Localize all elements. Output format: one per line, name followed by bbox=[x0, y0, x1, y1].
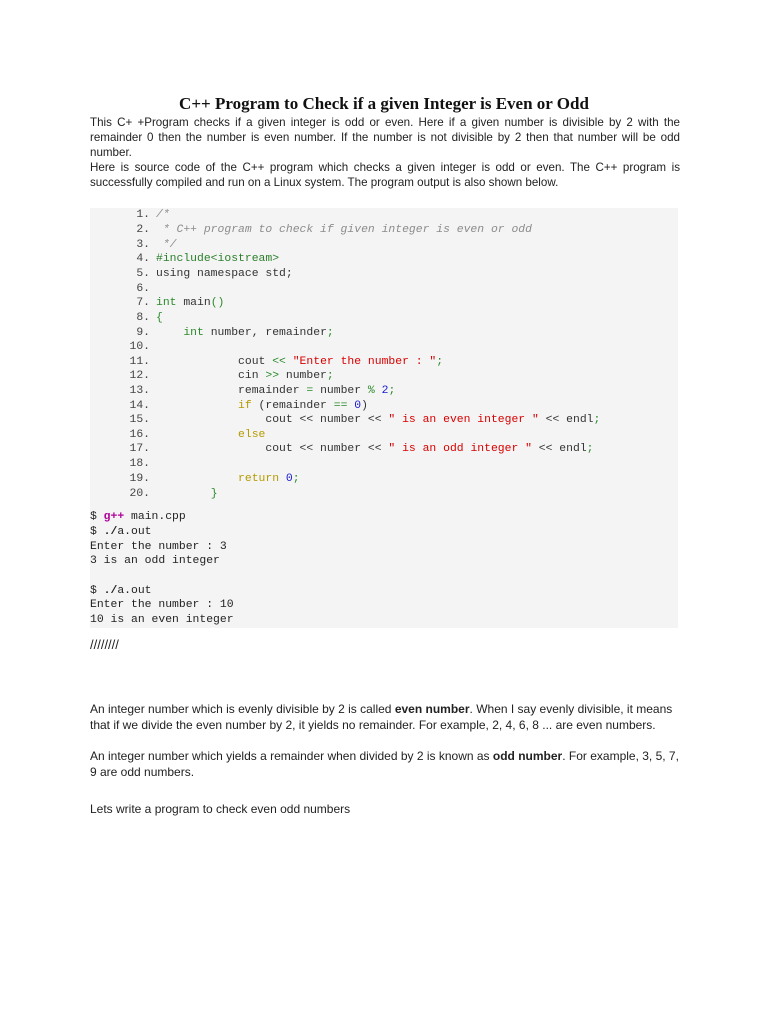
code-operator: % bbox=[367, 385, 375, 397]
terminal-line bbox=[90, 525, 152, 540]
line-number: 8. bbox=[136, 312, 150, 324]
code-brace: { bbox=[156, 312, 163, 324]
code-paren: () bbox=[210, 297, 225, 309]
code-identifier: cout bbox=[238, 356, 273, 368]
line-number: 4. bbox=[136, 253, 150, 265]
code-comment: * C++ program to check if given integer is even or odd bbox=[156, 224, 532, 236]
code-identifier: (remainder bbox=[251, 400, 334, 412]
code-operator: == bbox=[333, 400, 348, 412]
line-number: 16. bbox=[129, 429, 150, 441]
code-line bbox=[90, 399, 368, 414]
code-line bbox=[90, 238, 177, 253]
code-paren: ) bbox=[361, 400, 368, 412]
line-number: 1. bbox=[136, 209, 150, 221]
code-line bbox=[90, 267, 293, 282]
code-line bbox=[90, 487, 218, 502]
closing-paragraph: Lets write a program to check even odd numbers bbox=[90, 802, 351, 816]
code-preprocessor: #include<iostream> bbox=[156, 253, 280, 265]
line-number: 6. bbox=[136, 283, 150, 295]
code-identifier: cin bbox=[238, 370, 266, 382]
code-line bbox=[90, 311, 163, 326]
code-semicolon: ; bbox=[292, 473, 300, 485]
intro-paragraph-2: Here is source code of the C++ program which checks a given integer is odd or even. The C++ program is successfully compiled and run on a Linux system. The program output is also shown below. bbox=[90, 161, 680, 189]
code-number: 0 bbox=[279, 473, 293, 485]
code-semicolon: ; bbox=[326, 370, 334, 382]
code-string: " is an even integer " bbox=[388, 414, 539, 426]
code-semicolon: ; bbox=[586, 443, 594, 455]
code-line bbox=[90, 340, 150, 355]
bold-term: odd number bbox=[492, 749, 563, 763]
code-statement: using namespace std; bbox=[156, 268, 293, 280]
code-identifier: cout << number << bbox=[265, 443, 389, 455]
code-line bbox=[90, 472, 300, 487]
line-number: 7. bbox=[136, 297, 150, 309]
code-brace: } bbox=[210, 488, 218, 500]
terminal-run-path: ./ bbox=[103, 526, 118, 538]
line-number: 5. bbox=[136, 268, 150, 280]
code-block bbox=[90, 208, 678, 628]
code-keyword: return bbox=[238, 473, 280, 485]
line-number: 17. bbox=[129, 443, 150, 455]
code-line bbox=[90, 208, 170, 223]
terminal-prompt: $ bbox=[90, 511, 104, 523]
code-identifier: << endl bbox=[538, 414, 594, 426]
code-number: 2 bbox=[374, 385, 389, 397]
code-keyword: int bbox=[156, 297, 177, 309]
code-line bbox=[90, 457, 150, 472]
terminal-output: 10 is an even integer bbox=[90, 614, 234, 626]
code-identifier: number bbox=[279, 370, 327, 382]
code-number: 0 bbox=[347, 400, 362, 412]
code-comment: */ bbox=[156, 239, 177, 251]
terminal-prompt: $ bbox=[90, 585, 104, 597]
paragraph-text: An integer number which is evenly divisible by 2 is called bbox=[90, 702, 395, 716]
code-string: " is an odd integer " bbox=[388, 443, 532, 455]
paragraph-text: . For example, 3, 5, 7, 9 are odd numbers. bbox=[90, 749, 679, 779]
line-number: 18. bbox=[129, 458, 150, 470]
code-line bbox=[90, 355, 443, 370]
code-identifier: cout << number << bbox=[265, 414, 389, 426]
code-identifier: number bbox=[313, 385, 368, 397]
terminal-run-file: a.out bbox=[117, 526, 152, 538]
terminal-run-file: a.out bbox=[117, 585, 152, 597]
code-comment: /* bbox=[156, 209, 170, 221]
code-semicolon: ; bbox=[388, 385, 396, 397]
code-string: "Enter the number : " bbox=[285, 356, 437, 368]
terminal-file: main.cpp bbox=[124, 511, 186, 523]
code-line bbox=[90, 413, 600, 428]
code-identifier: remainder bbox=[238, 385, 307, 397]
terminal-compiler: g++ bbox=[103, 511, 125, 523]
terminal-output: 3 is an odd integer bbox=[90, 555, 220, 567]
line-number: 15. bbox=[129, 414, 150, 426]
code-keyword: if bbox=[238, 400, 252, 412]
line-number: 19. bbox=[129, 473, 150, 485]
paragraph-text: . When I say evenly divisible, it means that if we divide the even number by 2, it yields no remainder. For example, 2, 4, 6, 8 ... are even numbers. bbox=[90, 702, 673, 732]
intro-text bbox=[90, 115, 680, 190]
code-semicolon: ; bbox=[326, 327, 334, 339]
code-identifier: main bbox=[176, 297, 211, 309]
odd-number-paragraph bbox=[90, 749, 680, 780]
page-title: C++ Program to Check if a given Integer is Even or Odd bbox=[179, 94, 589, 113]
code-line bbox=[90, 252, 279, 267]
code-line bbox=[90, 384, 395, 399]
code-semicolon: ; bbox=[593, 414, 601, 426]
code-semicolon: ; bbox=[436, 356, 444, 368]
terminal-line bbox=[90, 510, 186, 525]
line-number: 10. bbox=[129, 341, 150, 353]
line-number: 12. bbox=[129, 370, 150, 382]
terminal-output: Enter the number : 10 bbox=[90, 599, 234, 611]
line-number: 11. bbox=[129, 356, 150, 368]
code-line bbox=[90, 369, 334, 384]
line-number: 20. bbox=[129, 488, 150, 500]
terminal-line bbox=[90, 584, 152, 599]
terminal-run-path: ./ bbox=[103, 585, 118, 597]
paragraph-text: An integer number which yields a remainder when divided by 2 is known as bbox=[90, 749, 493, 763]
code-line bbox=[90, 282, 150, 297]
line-number: 13. bbox=[129, 385, 150, 397]
line-number: 2. bbox=[136, 224, 150, 236]
line-number: 14. bbox=[129, 400, 150, 412]
code-operator: = bbox=[306, 385, 314, 397]
code-identifier: << endl bbox=[531, 443, 587, 455]
code-line bbox=[90, 326, 334, 341]
separator-text: //////// bbox=[90, 637, 119, 652]
code-line bbox=[90, 223, 532, 238]
code-operator: << bbox=[272, 356, 286, 368]
bold-term: even number bbox=[394, 702, 470, 716]
line-number: 9. bbox=[136, 327, 150, 339]
code-line bbox=[90, 428, 265, 443]
code-keyword: int bbox=[183, 327, 204, 339]
terminal-prompt: $ bbox=[90, 526, 104, 538]
code-operator: >> bbox=[265, 370, 280, 382]
code-line bbox=[90, 442, 594, 457]
terminal-output: Enter the number : 3 bbox=[90, 541, 227, 553]
code-line bbox=[90, 296, 224, 311]
intro-paragraph-1: This C+ +Program checks if a given integer is odd or even. Here if a given number is divisible by 2 with the remainder 0 then the number is even number. If the number is not divisible by 2 then that number will be odd number. bbox=[90, 116, 680, 159]
code-keyword: else bbox=[238, 429, 266, 441]
even-number-paragraph bbox=[90, 702, 680, 733]
line-number: 3. bbox=[136, 239, 150, 251]
code-identifier: number, remainder bbox=[203, 327, 327, 339]
